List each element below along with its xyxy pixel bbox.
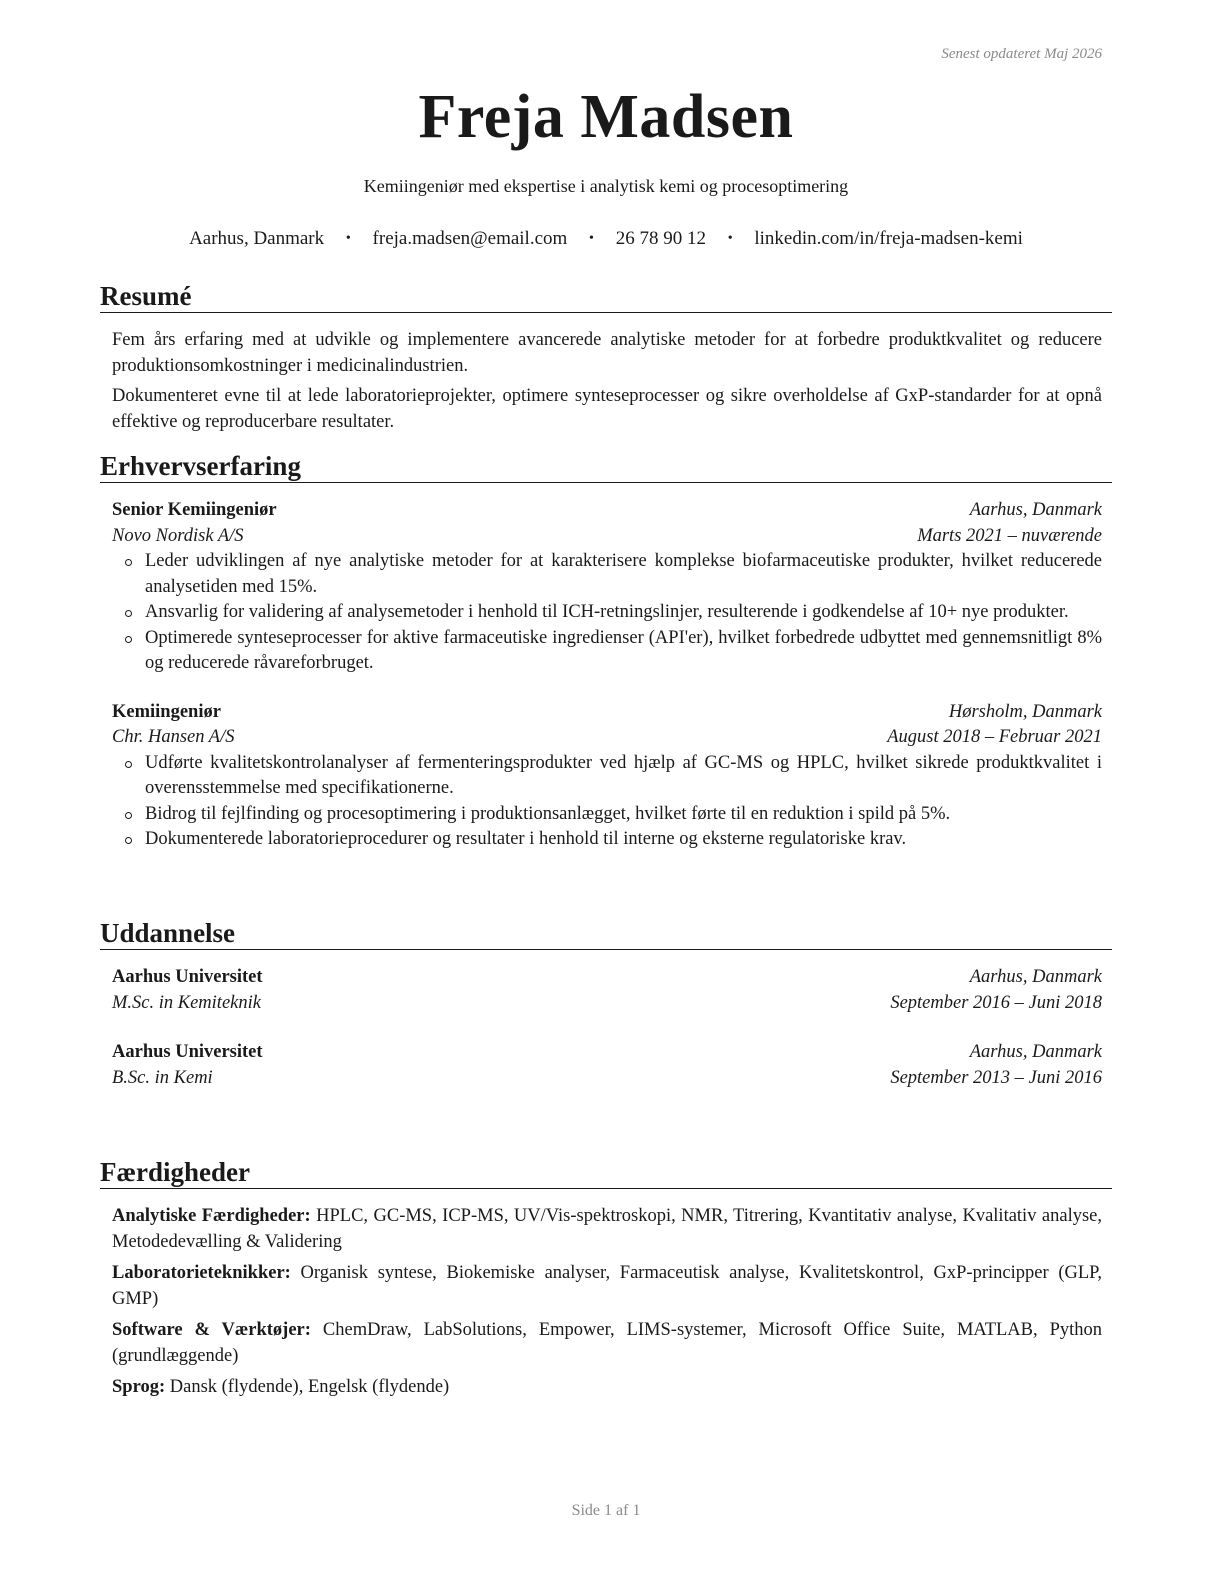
job-role: Senior Kemiingeniør <box>112 500 277 520</box>
skills-section <box>100 1156 1112 1401</box>
section-title: Færdigheder <box>100 1156 1112 1189</box>
degree: B.Sc. in Kemi <box>112 1067 213 1088</box>
contact-phone[interactable]: 26 78 90 12 <box>615 228 706 249</box>
list-item: Optimerede synteseprocesser for aktive farmaceutiske ingredienser (API'er), hvilket forbedrede udbyttet med gennemsnitligt 8% og reducerede råvareforbruget. <box>145 626 1102 677</box>
job-company: Chr. Hansen A/S <box>112 727 235 747</box>
bullet-separator: • <box>727 231 733 246</box>
contact-linkedin[interactable]: linkedin.com/in/freja-madsen-kemi <box>754 228 1023 249</box>
job-bullets <box>112 549 1102 677</box>
section-title: Uddannelse <box>100 917 1112 950</box>
job-entry <box>112 498 1102 677</box>
skill-label: Software & Værktøjer: <box>112 1320 311 1340</box>
resume-page <box>100 0 1112 1584</box>
page-number: Side 1 af 1 <box>571 1502 641 1519</box>
skill-label: Analytiske Færdigheder: <box>112 1206 311 1226</box>
section-title: Erhvervserfaring <box>100 450 1112 483</box>
skill-value: Dansk (flydende), Engelsk (flydende) <box>169 1377 450 1397</box>
skill-value: ChemDraw, LabSolutions, Empower, LIMS-systemer, Microsoft Office Suite, MATLAB, Python (grundlæggende) <box>112 1320 1103 1366</box>
list-item: Udførte kvalitetskontrolanalyser af fermenteringsprodukter ved hjælp af GC-MS og HPLC, hvilket sikrede produktkvalitet i overensstemmelse med specifikationerne. <box>145 751 1102 802</box>
skill-group <box>112 1375 1102 1401</box>
job-location: Aarhus, Danmark <box>969 500 1102 520</box>
degree: M.Sc. in Kemiteknik <box>112 992 261 1013</box>
summary-paragraph: Fem års erfaring med at udvikle og implementere avancerede analytiske metoder for at forbedre produktkvalitet og reducere produktionsomkostninger i medicinalindustrien. <box>112 330 1102 376</box>
education-dates: September 2013 – Juni 2016 <box>890 1067 1102 1088</box>
education-entry <box>112 1040 1102 1091</box>
school-location: Aarhus, Danmark <box>969 967 1102 987</box>
summary-paragraph: Dokumenteret evne til at lede laboratorieprojekter, optimere synteseprocesser og sikre overholdelse af GxP-standarder for at opnå effektive og reproducerbare resultater. <box>112 386 1102 432</box>
job-role: Kemiingeniør <box>112 701 221 722</box>
skill-group <box>112 1318 1102 1369</box>
candidate-name: Freja Madsen <box>418 83 794 151</box>
tagline: Kemiingeniør med ekspertise i analytisk kemi og procesoptimering <box>363 176 849 196</box>
experience-section <box>100 450 1112 853</box>
list-item: Dokumenterede laboratorieprocedurer og resultater i henhold til interne og eksterne regulatoriske krav. <box>145 827 1102 853</box>
bullet-separator: • <box>589 231 594 246</box>
skill-label: Laboratorieteknikker: <box>112 1263 291 1283</box>
contact-line <box>100 228 1112 250</box>
education-dates: September 2016 – Juni 2018 <box>890 992 1102 1013</box>
section-title: Resumé <box>100 280 1112 313</box>
job-dates: August 2018 – Februar 2021 <box>887 727 1102 747</box>
education-entry <box>112 965 1102 1016</box>
skill-label: Sprog: <box>112 1377 166 1397</box>
school-name: Aarhus Universitet <box>112 1042 263 1062</box>
school-name: Aarhus Universitet <box>112 967 263 987</box>
job-company: Novo Nordisk A/S <box>112 525 244 546</box>
skill-value: HPLC, GC-MS, ICP-MS, UV/Vis-spektroskopi, NMR, Titrering, Kvantitativ analyse, Kvalitativ analyse, Metodedevælling & Validering <box>112 1206 1103 1252</box>
list-item: Bidrog til fejlfinding og procesoptimering i produktionsanlægget, hvilket førte til en reduktion i spild på 5%. <box>145 802 1102 828</box>
last-updated: Senest opdateret Maj 2026 <box>941 46 1102 62</box>
skill-group <box>112 1261 1102 1312</box>
school-location: Aarhus, Danmark <box>969 1042 1102 1062</box>
contact-location: Aarhus, Danmark <box>189 228 325 249</box>
skill-value: Organisk syntese, Biokemiske analyser, Farmaceutisk analyse, Kvalitetskontrol, GxP-principper (GLP, GMP) <box>112 1263 1102 1309</box>
list-item: Leder udviklingen af nye analytiske metoder for at karakterisere komplekse biofarmaceutiske produkter, hvilket reducerede analysetiden med 15%. <box>145 549 1102 600</box>
job-location: Hørsholm, Danmark <box>948 701 1102 722</box>
bullet-separator: • <box>345 231 351 246</box>
list-item: Ansvarlig for validering af analysemetoder i henhold til ICH-retningslinjer, resulterende i godkendelse af 10+ nye produkter. <box>145 600 1102 626</box>
summary-section <box>100 280 1112 435</box>
job-dates: Marts 2021 – nuværende <box>917 525 1102 546</box>
contact-email[interactable]: freja.madsen@email.com <box>372 228 568 249</box>
job-entry <box>112 700 1102 853</box>
education-section <box>100 917 1112 1091</box>
job-bullets <box>112 751 1102 853</box>
skill-group <box>112 1204 1102 1255</box>
